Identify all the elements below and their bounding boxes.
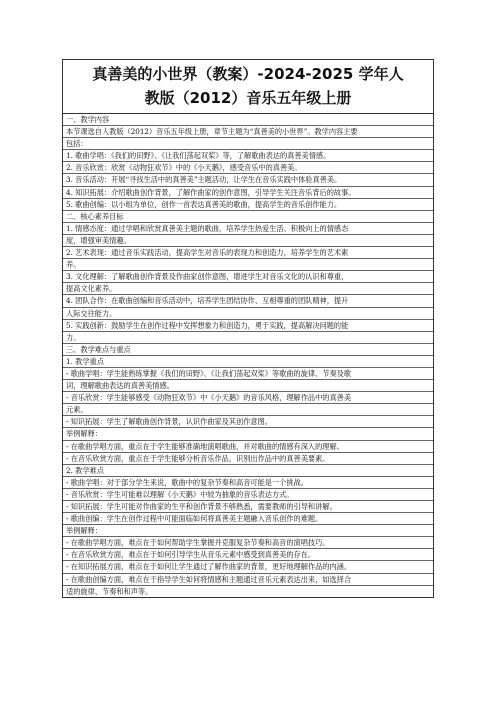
- text-line: - 在歌曲学唱方面，难点在于如何帮助学生掌握并克服复杂节奏和高音的演唱技巧。: [63, 537, 433, 549]
- text-line: 举例解释：: [63, 525, 433, 537]
- text-line: - 在音乐欣赏方面，难点在于如何引导学生从音乐元素中感受到真善美的存在。: [63, 549, 433, 561]
- text-line: 人际交往能力。: [63, 308, 433, 320]
- text-line: 二、核心素养目标: [63, 211, 433, 223]
- text-line: 2. 音乐欣赏：欣赏《动物狂欢节》中的《小天鹅》，感受音乐中的真善美。: [63, 162, 433, 174]
- title-line-2: 教版（2012）音乐五年级上册: [144, 89, 352, 107]
- text-line: 适的旋律、节奏和和声等。: [66, 586, 153, 596]
- text-line: 包括：: [63, 138, 433, 150]
- text-line: 1. 情感态度：通过学唱和欣赏真善美主题的歌曲，培养学生热爱生活、积极向上的情感态: [63, 223, 433, 235]
- title-line-1: 真善美的小世界（教案）-2024-2025 学年人: [92, 65, 404, 83]
- text-line: - 音乐欣赏：学生能够感受《动物狂欢节》中《小天鹅》的音乐风格，理解作品中的真善美: [63, 392, 433, 404]
- text-line: - 在歌曲创编方面，难点在于指导学生如何将情感和主题通过音乐元素表达出来，如选择合: [63, 574, 433, 586]
- text-line: 一、教学内容: [63, 114, 433, 126]
- text-line: 5. 歌曲创编：以小组为单位，创作一首表达真善美的歌曲，提高学生的音乐创作能力。: [63, 199, 433, 211]
- text-line: 举例解释：: [63, 428, 433, 440]
- text-line: - 在音乐欣赏方面，重点在于学生能够分析音乐作品，识别出作品中的真善美要素。: [63, 453, 433, 465]
- text-line: 力。: [63, 332, 433, 344]
- text-line: - 音乐欣赏：学生可能难以理解《小天鹅》中较为抽象的音乐表达方式。: [63, 489, 433, 501]
- text-line: 1. 歌曲学唱：《我们的田野》、《让我们荡起双桨》等，了解歌曲表达的真善美情感。: [63, 150, 433, 162]
- text-line: 三、教学难点与重点: [63, 344, 433, 356]
- text-line: 3. 文化理解：了解歌曲创作背景及作曲家创作意图，增进学生对音乐文化的认识和尊重，: [63, 271, 433, 283]
- text-line: 养。: [63, 259, 433, 271]
- text-line: 度，增强审美情趣。: [63, 235, 433, 247]
- text-line: 本节课选自人教版（2012）音乐五年级上册，章节主题为“真善美的小世界”。教学内容主要: [63, 126, 433, 138]
- text-line: 4. 团队合作：在歌曲创编和音乐活动中，培养学生团结协作、互相尊重的团队精神，提升: [63, 295, 433, 307]
- text-line: - 知识拓展：学生可能对作曲家的生平和创作背景不够熟悉，需要教师的引导和讲解。: [63, 501, 433, 513]
- text-line: - 在知识拓展方面，难点在于如何让学生通过了解作曲家的背景，更好地理解作品的内涵。: [63, 561, 433, 573]
- text-line: - 在歌曲学唱方面，重点在于学生能够准确地演唱歌曲，并对歌曲的情感有深入的理解。: [63, 441, 433, 453]
- text-line: 词，理解歌曲表达的真善美情感。: [63, 380, 433, 392]
- document-body: [63, 114, 433, 597]
- document-page: [62, 59, 434, 598]
- text-line: 1. 教学重点: [63, 356, 433, 368]
- text-line: 元素。: [63, 404, 433, 416]
- text-line: - 歌曲学唱：对于部分学生来说，歌曲中的复杂节奏和高音可能是一个挑战。: [63, 477, 433, 489]
- text-line: - 歌曲学唱：学生能熟练掌握《我们的田野》、《让我们荡起双桨》等歌曲的旋律、节奏及歌: [63, 368, 433, 380]
- text-line: - 歌曲创编：学生在创作过程中可能面临如何将真善美主题融入音乐创作的难题。: [63, 513, 433, 525]
- text-line: 4. 知识拓展：介绍歌曲创作背景，了解作曲家的创作意图，引导学生关注音乐背后的故事。: [63, 187, 433, 199]
- text-line: - 知识拓展：学生了解歌曲创作背景，认识作曲家及其创作意图。: [63, 416, 433, 428]
- text-line: 2. 教学难点: [63, 465, 433, 477]
- text-line: 5. 实践创新：鼓励学生在创作过程中发挥想象力和创造力，勇于实践，提高解决问题的能: [63, 320, 433, 332]
- text-line: 3. 音乐活动：开展“寻找生活中的真善美”主题活动，让学生在音乐实践中体验真善美。: [63, 174, 433, 186]
- text-line: 提高文化素养。: [63, 283, 433, 295]
- text-line: 2. 艺术表现：通过音乐实践活动，提高学生对音乐的表现力和创造力，培养学生的艺术素: [63, 247, 433, 259]
- document-title: [63, 60, 433, 114]
